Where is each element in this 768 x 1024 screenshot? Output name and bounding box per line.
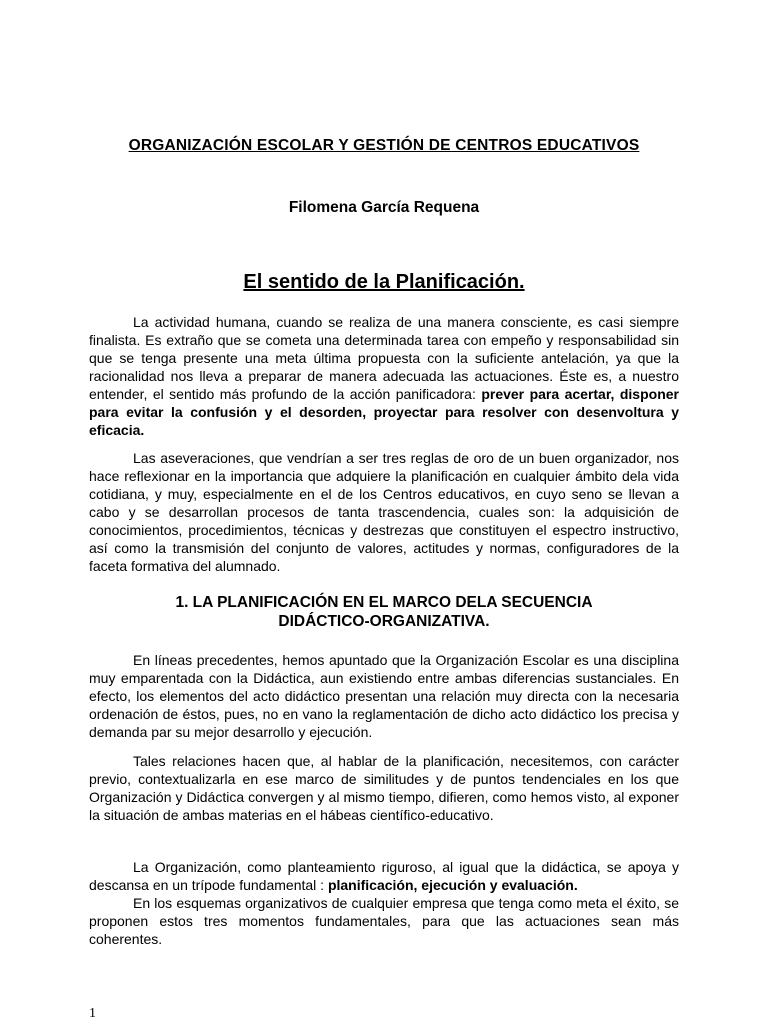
paragraph-5-bold: planificación, ejecución y evaluación. [327, 877, 578, 893]
section-heading-line-2: DIDÁCTICO-ORGANIZATIVA. [278, 613, 490, 630]
paragraph-4-text: Tales relaciones hacen que, al hablar de la planificación, necesitemos, con carácter previo, contextualizarla en ese marco de similitudes y de puntos tendenciales en los que Organización y Didáctica convergen y al mismo tiempo, difieren, como hemos visto, al exponer la situación de ambas materias en el hábeas científico-educativo. [89, 753, 679, 823]
paragraph-4 [89, 752, 679, 824]
paragraph-5 [89, 858, 679, 894]
document-title: ORGANIZACIÓN ESCOLAR Y GESTIÓN DE CENTROS EDUCATIVOS [128, 137, 640, 154]
paragraph-1-bold: prever para acertar, disponer para evitar la confusión y el desorden, proyectar para resolver con desenvoltura y eficacia. [89, 386, 679, 438]
paragraph-3-text: En líneas precedentes, hemos apuntado que la Organización Escolar es una disciplina muy emparentada con la Didáctica, aun existiendo entre ambas diferencias sustanciales. En efecto, los elementos del acto didáctico presentan una relación muy directa con la necesaria ordenación de éstos, pues, no en vano la reglamentación de dicho acto didáctico los precisa y demanda par su mejor desarrollo y ejecución. [89, 652, 679, 740]
paragraph-1 [89, 313, 679, 439]
paragraph-2-text: Las aseveraciones, que vendrían a ser tres reglas de oro de un buen organizador, nos hace reflexionar en la importancia que adquiere la planificación en cualquier ámbito dela vida cotidiana, y muy, especialmente en el de los Centros educativos, en cuyo seno se llevan a cabo y se desarrollan procesos de tanta trascendencia, cuales son: la adquisición de conocimientos, procedimientos, técnicas y destrezas que constituyen el espectro instructivo, así como la transmisión del conjunto de valores, actitudes y normas, configuradores de la faceta formativa del alumnado. [89, 450, 679, 574]
paragraph-5-text: La Organización, como planteamiento riguroso, al igual que la didáctica, se apoya y descansa en un trípode fundamental : [89, 859, 679, 893]
paragraph-2 [89, 449, 679, 575]
paragraph-6-text: En los esquemas organizativos de cualquier empresa que tenga como meta el éxito, se proponen estos tres momentos fundamentales, para que las actuaciones sean más coherentes. [89, 895, 679, 947]
paragraph-3 [89, 651, 679, 741]
section-heading-line-1: 1. LA PLANIFICACIÓN EN EL MARCO DELA SECUENCIA [175, 594, 593, 611]
paragraph-6 [89, 894, 679, 948]
page-number: 1 [89, 1006, 96, 1021]
document-heading: El sentido de la Planificación. [243, 271, 525, 293]
paragraph-1-text: La actividad humana, cuando se realiza de una manera consciente, es casi siempre finalista. Es extraño que se cometa una determinada tarea con empeño y responsabilidad sin que se tenga presente una meta última propuesta con la suficiente antelación, ya que la racionalidad nos lleva a preparar de manera adecuada las actuaciones. Éste es, a nuestro entender, el sentido más profundo de la acción panificadora: [89, 314, 679, 402]
document-author: Filomena García Requena [288, 199, 480, 216]
section-heading [89, 593, 679, 631]
